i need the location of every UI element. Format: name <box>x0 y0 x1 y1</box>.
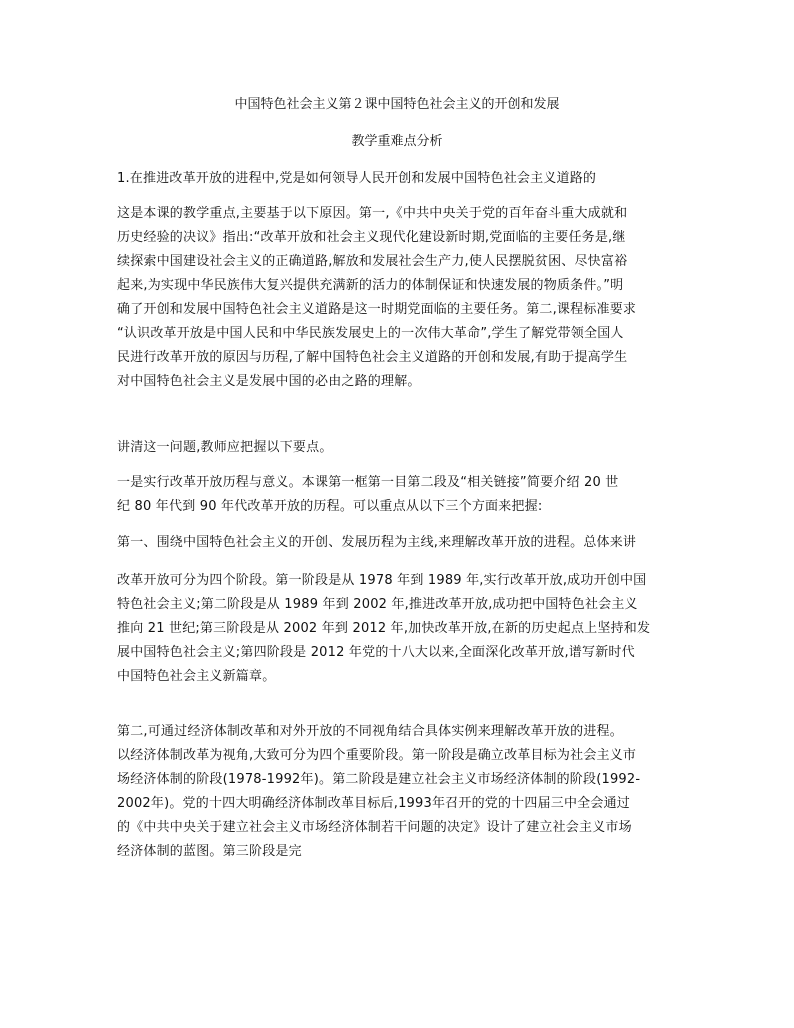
document-subtitle: 教学重难点分析 <box>351 134 443 149</box>
paragraph-line: 2002年)。党的十四大明确经济体制改革目标后,1993年召开的党的十四届三中全会通过 <box>117 796 630 811</box>
paragraph-line: 讲清这一问题,教师应把握以下要点。 <box>117 440 333 455</box>
paragraph-line: 纪 80 年代到 90 年代改革开放的历程。可以重点从以下三个方面来把握: <box>117 499 543 514</box>
document-title: 中国特色社会主义第２课中国特色社会主义的开创和发展 <box>234 97 560 112</box>
paragraph-line: 场经济体制的阶段(1978-1992年)。第二阶段是建立社会主义市场经济体制的阶段(1992- <box>117 772 641 787</box>
paragraph-first-point <box>117 471 691 519</box>
paragraph-line: 民进行改革开放的原因与历程,了解中国特色社会主义道路的开创和发展,有助于提高学生 <box>117 350 628 365</box>
question-text: 1.在推进改革开放的进程中,党是如何领导人民开创和发展中国特色社会主义道路的 <box>117 171 597 186</box>
paragraph-reasons <box>117 202 691 394</box>
paragraph-line: “认识改革开放是中国人民和中华民族发展史上的一次伟大革命”,学生了解党带领全国人 <box>117 326 624 341</box>
paragraph-line: 历史经验的决议》指出:“改革开放和社会主义现代化建设新时期,党面临的主要任务是,继 <box>117 230 626 245</box>
paragraph-line: 推向 21 世纪;第三阶段是从 2002 年到 2012 年,加快改革开放,在新的历史起点上坚持和发 <box>117 621 651 636</box>
paragraph-first-aspect-lead <box>117 531 691 555</box>
paragraph-line: 第二,可通过经济体制改革和对外开放的不同视角结合具体实例来理解改革开放的进程。 <box>117 724 623 739</box>
paragraph-line: 特色社会主义;第二阶段是从 1989 年到 2002 年,推进改革开放,成功把中国特色社会主义 <box>117 597 638 612</box>
paragraph-line: 经济体制的蓝图。第三阶段是完 <box>117 844 302 859</box>
paragraph-line: 起来,为实现中华民族伟大复兴提供充满新的活力的体制保证和快速发展的物质条件。”明 <box>117 278 624 293</box>
paragraph-line: 第一、围绕中国特色社会主义的开创、发展历程为主线,来理解改革开放的进程。总体来讲 <box>117 535 637 550</box>
paragraph-line: 的《中共中央关于建立社会主义市场经济体制若干问题的决定》设计了建立社会主义市场 <box>117 820 632 835</box>
paragraph-line: 中国特色社会主义新篇章。 <box>117 669 276 684</box>
paragraph-line: 以经济体制改革为视角,大致可分为四个重要阶段。第一阶段是确立改革目标为社会主义市 <box>117 748 637 763</box>
paragraph-line: 这是本课的教学重点,主要基于以下原因。第一,《中共中央关于党的百年奋斗重大成就和 <box>117 206 628 221</box>
paragraph-line: 确了开创和发展中国特色社会主义道路是这一时期党面临的主要任务。第二,课程标准要求 <box>117 302 637 317</box>
paragraph-line: 展中国特色社会主义;第四阶段是 2012 年党的十八大以来,全面深化改革开放,谱写新时代 <box>117 645 635 660</box>
paragraph-line: 续探索中国建设社会主义的正确道路,解放和发展社会生产力,使人民摆脱贫困、尽快富裕 <box>117 254 628 269</box>
paragraph-line: 改革开放可分为四个阶段。第一阶段是从 1978 年到 1989 年,实行改革开放,成功开创中国 <box>117 573 647 588</box>
question-heading <box>117 167 691 191</box>
paragraph-key-points-intro <box>117 436 691 460</box>
paragraph-second-aspect <box>117 720 691 864</box>
paragraph-four-stages <box>117 569 691 689</box>
paragraph-line: 对中国特色社会主义是发展中国的必由之路的理解。 <box>117 374 421 389</box>
paragraph-line: 一是实行改革开放历程与意义。本课第一框第一目第二段及“相关链接”简要介绍 20 世 <box>117 475 619 490</box>
